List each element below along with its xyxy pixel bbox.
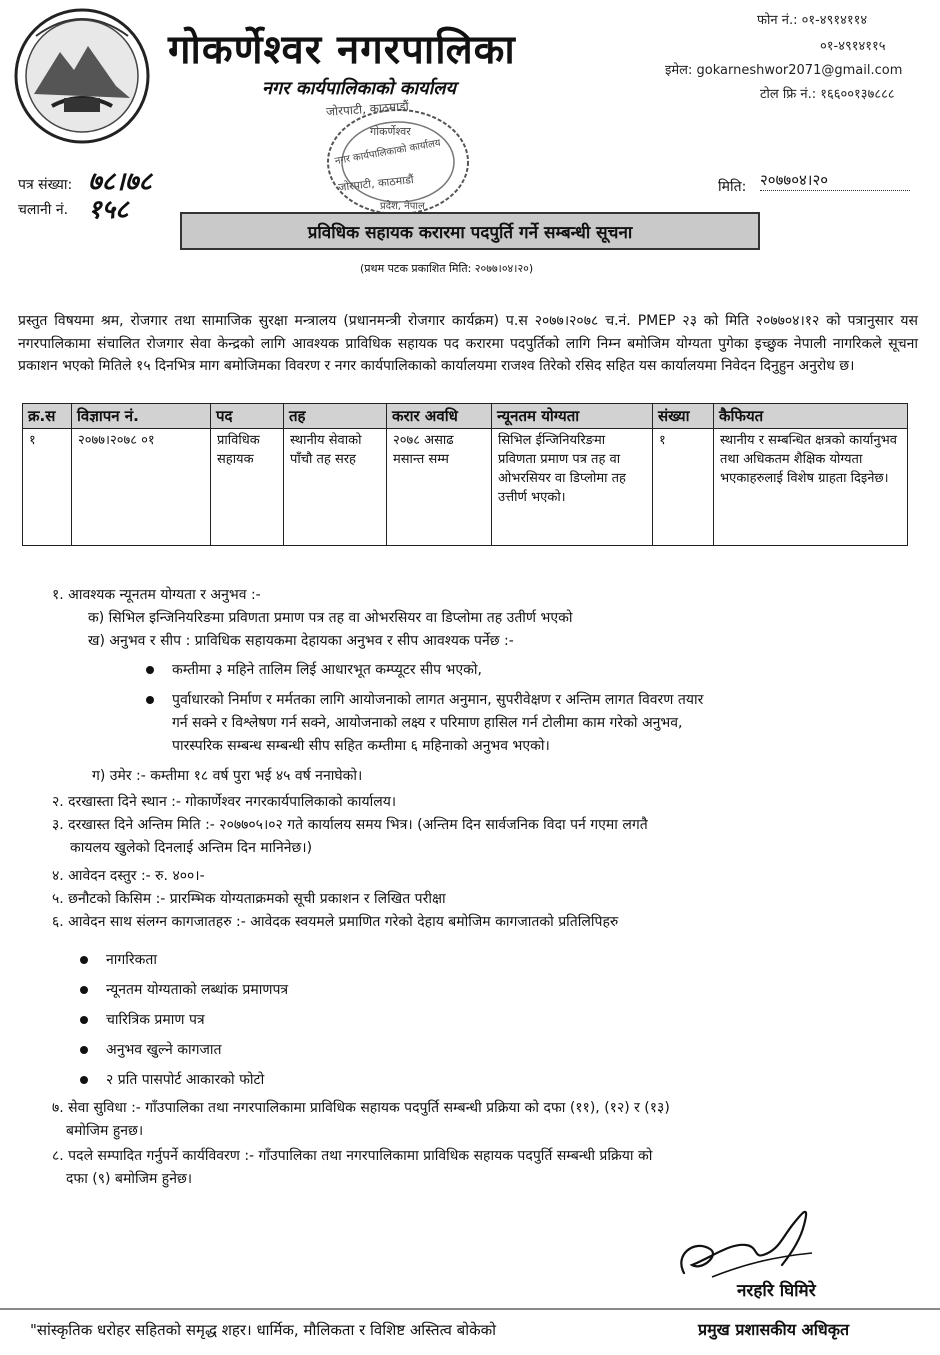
doc-item <box>80 1040 221 1059</box>
section-5: ५. छनौटको किसिम :- प्रारम्भिक योग्यताक्रमको सूची प्रकाशन र लिखित परीक्षा <box>52 891 446 907</box>
doc-item <box>80 1070 264 1089</box>
footer-motto: "सांस्कृतिक धरोहर सहितको समृद्ध शहर। धार्मिक, मौलिकता र विशिष्ट अस्तित्व बोकेको <box>30 1321 497 1339</box>
cell-remarks: स्थानीय र सम्बन्धित क्षत्रको कार्यानुभव तथा अधिकतम शैक्षिक योग्यता भएकाहरुलाई विशेष ग्राहता दिइनेछ। <box>714 429 908 546</box>
th-count: संख्या <box>653 404 714 429</box>
phone-1: फोन नं.: ०१-४९१४११४ <box>757 13 868 28</box>
email-address: gokarneshwor2071@gmail.com <box>696 63 903 78</box>
date-label: मिति: <box>718 179 747 195</box>
cell-serial: १ <box>23 429 72 546</box>
section-3-line-1: ३. दरखास्त दिने अन्तिम मिति :- २०७७०५।०२ गते कार्यालय समय भित्र। (अन्तिम दिन सार्वजनिक विदा पर्न गएमा लगतै <box>52 817 648 833</box>
stamp-text-2: गोकर्णेश्वर <box>370 125 411 138</box>
bullet-dot-icon <box>80 956 88 964</box>
doc-item-text: नागरिकता <box>106 952 157 968</box>
stamp-text-1: जोरपाटी, काठमाडौं <box>325 99 410 119</box>
th-contract-period: करार अवधि <box>387 404 492 429</box>
th-post: पद <box>211 404 284 429</box>
email-row <box>665 60 902 78</box>
section-1-title: १. आवश्यक न्यूनतम योग्यता र अनुभव :- <box>52 587 261 603</box>
bullet-dot-icon <box>80 986 88 994</box>
organization-name: गोकर्णेश्वर नगरपालिका <box>168 27 516 73</box>
chalani-value: १५८ <box>88 195 129 225</box>
th-level: तह <box>284 404 387 429</box>
phone-2: ०१-४९१४११५ <box>820 39 886 54</box>
office-name: नगर कार्यपालिकाको कार्यालय <box>262 78 456 99</box>
intro-paragraph: प्रस्तुत विषयमा श्रम, रोजगार तथा सामाजिक सुरक्षा मन्त्रालय (प्रधानमन्त्री रोजगार कार्यक्रम) प.स २०७७।२०७८ च.नं. PMEP २३ को मिति २०७७०४।१२ को पत्रानुसार यस नगरपालिकामा संचालित रोजगार सेवा केन्द्रको लागि आवश्यक प्राविधिक सहायक पद करारमा पदपुर्तिको लागि निम्न बमोजिम योग्यता पुगेका इच्छुक नेपाली नागरिकले सूचना प्रकाशन भएको मितिले १५ दिनभित्र माग बमोजिमका विवरण र नगर कार्यपालिकाको कार्यालयमा राजश्व तिरेको रसिद सहित यस कार्यालयमा निवेदन दिनुहुन अनुरोध छ। <box>18 313 918 374</box>
toll-free-number: टोल फ्रि नं.: १६६००१३७८८८ <box>760 87 895 102</box>
bullet-dot-icon <box>80 1016 88 1024</box>
skill-text-2-line-2: गर्न सक्ने र विश्लेषण गर्न सक्ने, आयोजनाको लक्ष्य र परिमाण हासिल गर्न टोलीमा काम गरेको अनुभव, <box>172 715 683 731</box>
stamp-text-3: नगर कार्यपालिकाको कार्यालय <box>334 137 442 168</box>
bullet-dot-icon <box>80 1076 88 1084</box>
table-header-row <box>23 404 908 429</box>
municipality-logo <box>12 6 152 146</box>
section-7-line-1: ७. सेवा सुविधा :- गाँउपालिका तथा नगरपालिकामा प्राविधिक सहायक पदपुर्ति सम्बन्धी प्रक्रिया को दफा (११), (१२) र (१३) <box>52 1100 670 1116</box>
doc-item <box>80 950 157 969</box>
doc-item <box>80 980 288 999</box>
th-min-qualification: न्यूनतम योग्यता <box>492 404 653 429</box>
cell-min-qualification: सिभिल ईन्जिनियरिङमा प्रविणता प्रमाण पत्र तह वा ओभरसियर वा डिप्लोमा तह उत्तीर्ण भएको। <box>492 429 653 546</box>
skill-bullet-2 <box>146 690 703 709</box>
section-6: ६. आवेदन साथ संलग्न कागजातहरु :- आवेदक स्वयमले प्रमाणित गरेको देहाय बमोजिम कागजातको प्रतिलिपिहरु <box>52 914 619 930</box>
table-row <box>23 429 908 546</box>
skill-text-2-line-3: पारस्परिक सम्बन्ध सम्बन्धी सीप सहित कम्तीमा ६ महिनाको अनुभव भएको। <box>172 738 550 754</box>
bullet-dot-icon <box>146 696 154 704</box>
stamp-text-4: जोरपाटी, काठमाडौं <box>337 173 415 194</box>
section-3-line-2: कायलय खुलेको दिनलाई अन्तिम दिन मानिनेछ।) <box>70 840 313 856</box>
footer-divider <box>0 1308 940 1310</box>
email-label: इमेल: <box>665 63 693 78</box>
patra-sankhya-label: पत्र संख्या: <box>18 177 73 193</box>
handwritten-signature <box>672 1195 822 1285</box>
doc-item-text: २ प्रति पासपोर्ट आकारको फोटो <box>106 1072 265 1088</box>
section-1-ga: ग) उमेर :- कम्तीमा १८ वर्ष पुरा भई ४५ वर्ष ननाघेको। <box>92 768 363 784</box>
doc-item-text: अनुभव खुल्ने कागजात <box>106 1042 222 1058</box>
section-8-line-1: ८. पदले सम्पादित गर्नुपर्ने कार्यविवरण :- गाँउपालिका तथा नगरपालिकामा प्राविधिक सहायक पदपुर्ति सम्बन्धी प्रक्रिया को <box>52 1148 653 1164</box>
section-1-kha: ख) अनुभव र सीप : प्राविधिक सहायकमा देहायका अनुभव र सीप आवश्यक पर्नेछ :- <box>88 633 514 649</box>
stamp-text-5: प्रदेश, नेपाल <box>380 201 425 212</box>
official-stamp <box>310 98 480 220</box>
patra-sankhya-value: ७८।७८ <box>88 167 152 197</box>
bullet-dot-icon <box>146 666 154 674</box>
cell-level: स्थानीय सेवाको पाँचौ तह सरह <box>284 429 387 546</box>
doc-item-text: चारित्रिक प्रमाण पत्र <box>106 1012 205 1028</box>
section-4: ४. आवेदन दस्तुर :- रु. ४००।- <box>52 868 205 884</box>
notice-subject: प्रविधिक सहायक करारमा पदपुर्ति गर्ने सम्बन्धी सूचना <box>180 212 760 250</box>
section-7-line-2: बमोजिम हुनछ। <box>66 1123 144 1139</box>
cell-contract-period: २०७८ असाढ मसान्त सम्म <box>387 429 492 546</box>
cell-advert-no: २०७७।२०७८ ०१ <box>72 429 211 546</box>
bullet-dot-icon <box>80 1046 88 1054</box>
publication-note: (प्रथम पटक प्रकाशित मिति: २०७७।०४।२०) <box>360 262 534 275</box>
section-8-line-2: दफा (९) बमोजिम हुनेछ। <box>66 1171 193 1187</box>
section-1-ka: क) सिभिल इन्जिनियरिङमा प्रविणता प्रमाण पत्र तह वा ओभरसियर वा डिप्लोमा तह उतीर्ण भएको <box>88 610 573 626</box>
skill-text-1: कम्तीमा ३ महिने तालिम लिई आधारभूत कम्प्यूटर सीप भएको, <box>172 662 482 678</box>
th-remarks: कैफियत <box>714 404 908 429</box>
section-2: २. दरखास्ता दिने स्थान :- गोकार्णेश्वर नगरकार्यपालिकाको कार्यालय। <box>52 794 397 810</box>
skill-bullet-1 <box>146 660 482 679</box>
doc-item-text: न्यूनतम योग्यताको लब्धांक प्रमाणपत्र <box>106 982 289 998</box>
skill-text-2-line-1: पुर्वाधारको निर्माण र मर्मतका लागि आयोजनाको लागत अनुमान, सुपरीवेक्षण र अन्तिम लागत विवरण तयार <box>172 692 704 708</box>
date-value: २०७७०४।२० <box>760 170 910 191</box>
signer-name: नरहरि घिमिरे <box>737 1281 816 1301</box>
signer-role: प्रमुख प्रशासकीय अधिकृत <box>698 1320 850 1339</box>
vacancy-table <box>22 403 908 546</box>
doc-item <box>80 1010 205 1029</box>
th-serial: क्र.स <box>23 404 72 429</box>
cell-post: प्राविधिक सहायक <box>211 429 284 546</box>
chalani-label: चलानी नं. <box>18 202 69 218</box>
th-advert-no: विज्ञापन नं. <box>72 404 211 429</box>
cell-count: १ <box>653 429 714 546</box>
